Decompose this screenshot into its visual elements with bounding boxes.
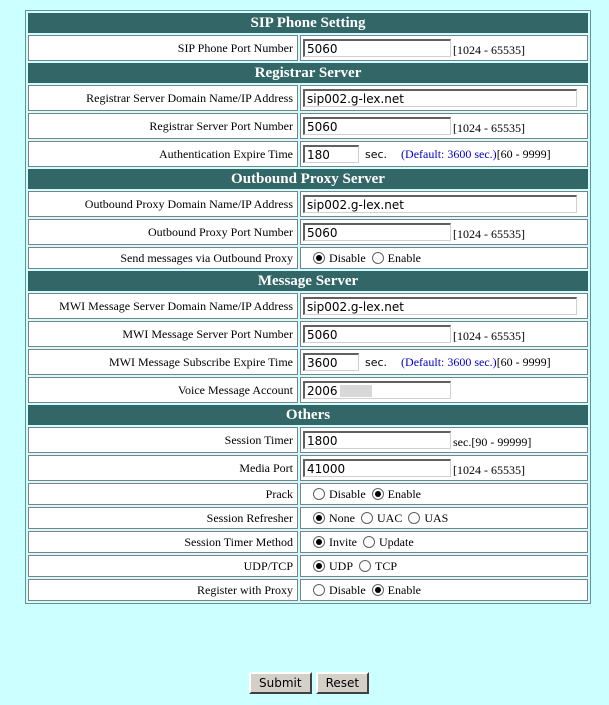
row-auth-expire [28, 141, 588, 167]
voice-account-value: 2006 [307, 383, 338, 398]
range-text: [1024 - 65535] [453, 329, 525, 343]
mwi-port-input[interactable] [303, 325, 451, 343]
range-text: [60 - 9999] [496, 146, 551, 161]
default-text: (Default: 3600 sec.) [401, 146, 497, 161]
radio-button[interactable] [361, 512, 373, 524]
radio-invite[interactable]: Invite [303, 535, 357, 550]
row-outbound-domain [28, 191, 588, 217]
section-header-sip: SIP Phone Setting [28, 13, 588, 33]
row-prack [28, 483, 588, 505]
label: Prack [28, 483, 298, 505]
range-text: [1024 - 65535] [453, 121, 525, 135]
label: Session Timer [28, 427, 298, 453]
radio-button[interactable] [313, 584, 325, 596]
settings-form [25, 10, 591, 604]
radio-none[interactable]: None [303, 511, 355, 526]
label: UDP/TCP [28, 555, 298, 577]
sip-port-input[interactable] [303, 39, 451, 57]
mwi-domain-input[interactable] [303, 297, 577, 315]
radio-enable[interactable]: Enable [366, 251, 421, 266]
radio-uas[interactable]: UAS [402, 511, 448, 526]
radio-button[interactable] [372, 584, 384, 596]
row-outbound-port [28, 219, 588, 245]
label: Register with Proxy [28, 579, 298, 601]
default-text: (Default: 3600 sec.) [401, 354, 497, 369]
redaction-mask [340, 385, 372, 397]
radio-button[interactable] [313, 252, 325, 264]
label: MWI Message Subscribe Expire Time [28, 349, 298, 375]
row-sip-port [28, 35, 588, 61]
radio-button[interactable] [372, 488, 384, 500]
outbound-port-input[interactable] [303, 223, 451, 241]
label: SIP Phone Port Number [28, 35, 298, 61]
label: Send messages via Outbound Proxy [28, 247, 298, 269]
voice-account-input[interactable] [303, 381, 451, 399]
range-text: sec.[90 - 99999] [453, 435, 532, 449]
row-mwi-domain [28, 293, 588, 319]
radio-button[interactable] [363, 536, 375, 548]
button-bar [249, 672, 369, 694]
row-session-timer-method [28, 531, 588, 553]
radio-enable[interactable]: Enable [366, 487, 421, 502]
label: Outbound Proxy Domain Name/IP Address [28, 191, 298, 217]
row-voice-account [28, 377, 588, 403]
range-text: [1024 - 65535] [453, 463, 525, 477]
range-text: [60 - 9999] [496, 354, 551, 369]
section-header-others: Others [28, 405, 588, 425]
session-timer-input[interactable] [303, 431, 451, 449]
label: Registrar Server Port Number [28, 113, 298, 139]
radio-button[interactable] [313, 536, 325, 548]
submit-button[interactable]: Submit [249, 672, 312, 694]
reset-button[interactable]: Reset [316, 672, 370, 694]
radio-button[interactable] [313, 560, 325, 572]
label: MWI Message Server Domain Name/IP Address [28, 293, 298, 319]
label: Session Refresher [28, 507, 298, 529]
outbound-domain-input[interactable] [303, 195, 577, 213]
range-text: [1024 - 65535] [453, 43, 525, 57]
label: Outbound Proxy Port Number [28, 219, 298, 245]
radio-button[interactable] [372, 252, 384, 264]
row-session-refresher [28, 507, 588, 529]
auth-expire-input[interactable] [303, 145, 359, 163]
radio-update[interactable]: Update [357, 535, 414, 550]
label: Registrar Server Domain Name/IP Address [28, 85, 298, 111]
unit-text: sec. [365, 355, 388, 369]
row-udp-tcp [28, 555, 588, 577]
mwi-expire-input[interactable] [303, 353, 359, 371]
row-mwi-port [28, 321, 588, 347]
label: Session Timer Method [28, 531, 298, 553]
label: MWI Message Server Port Number [28, 321, 298, 347]
radio-disable[interactable]: Disable [303, 251, 366, 266]
row-session-timer [28, 427, 588, 453]
label: Authentication Expire Time [28, 141, 298, 167]
row-registrar-port [28, 113, 588, 139]
section-header-outbound: Outbound Proxy Server [28, 169, 588, 189]
radio-button[interactable] [408, 512, 420, 524]
radio-button[interactable] [359, 560, 371, 572]
row-registrar-domain [28, 85, 588, 111]
label: Voice Message Account [28, 377, 298, 403]
radio-button[interactable] [313, 512, 325, 524]
registrar-domain-input[interactable] [303, 89, 577, 107]
registrar-port-input[interactable] [303, 117, 451, 135]
unit-text: sec. [365, 147, 388, 161]
label: Media Port [28, 455, 298, 481]
row-media-port [28, 455, 588, 481]
row-send-via-proxy [28, 247, 588, 269]
radio-enable[interactable]: Enable [366, 583, 421, 598]
radio-udp[interactable]: UDP [303, 559, 353, 574]
radio-button[interactable] [313, 488, 325, 500]
section-header-registrar: Registrar Server [28, 63, 588, 83]
row-mwi-expire [28, 349, 588, 375]
media-port-input[interactable] [303, 459, 451, 477]
radio-tcp[interactable]: TCP [353, 559, 397, 574]
range-text: [1024 - 65535] [453, 227, 525, 241]
section-header-message: Message Server [28, 271, 588, 291]
radio-disable[interactable]: Disable [303, 487, 366, 502]
row-register-with-proxy [28, 579, 588, 601]
radio-disable[interactable]: Disable [303, 583, 366, 598]
radio-uac[interactable]: UAC [355, 511, 402, 526]
